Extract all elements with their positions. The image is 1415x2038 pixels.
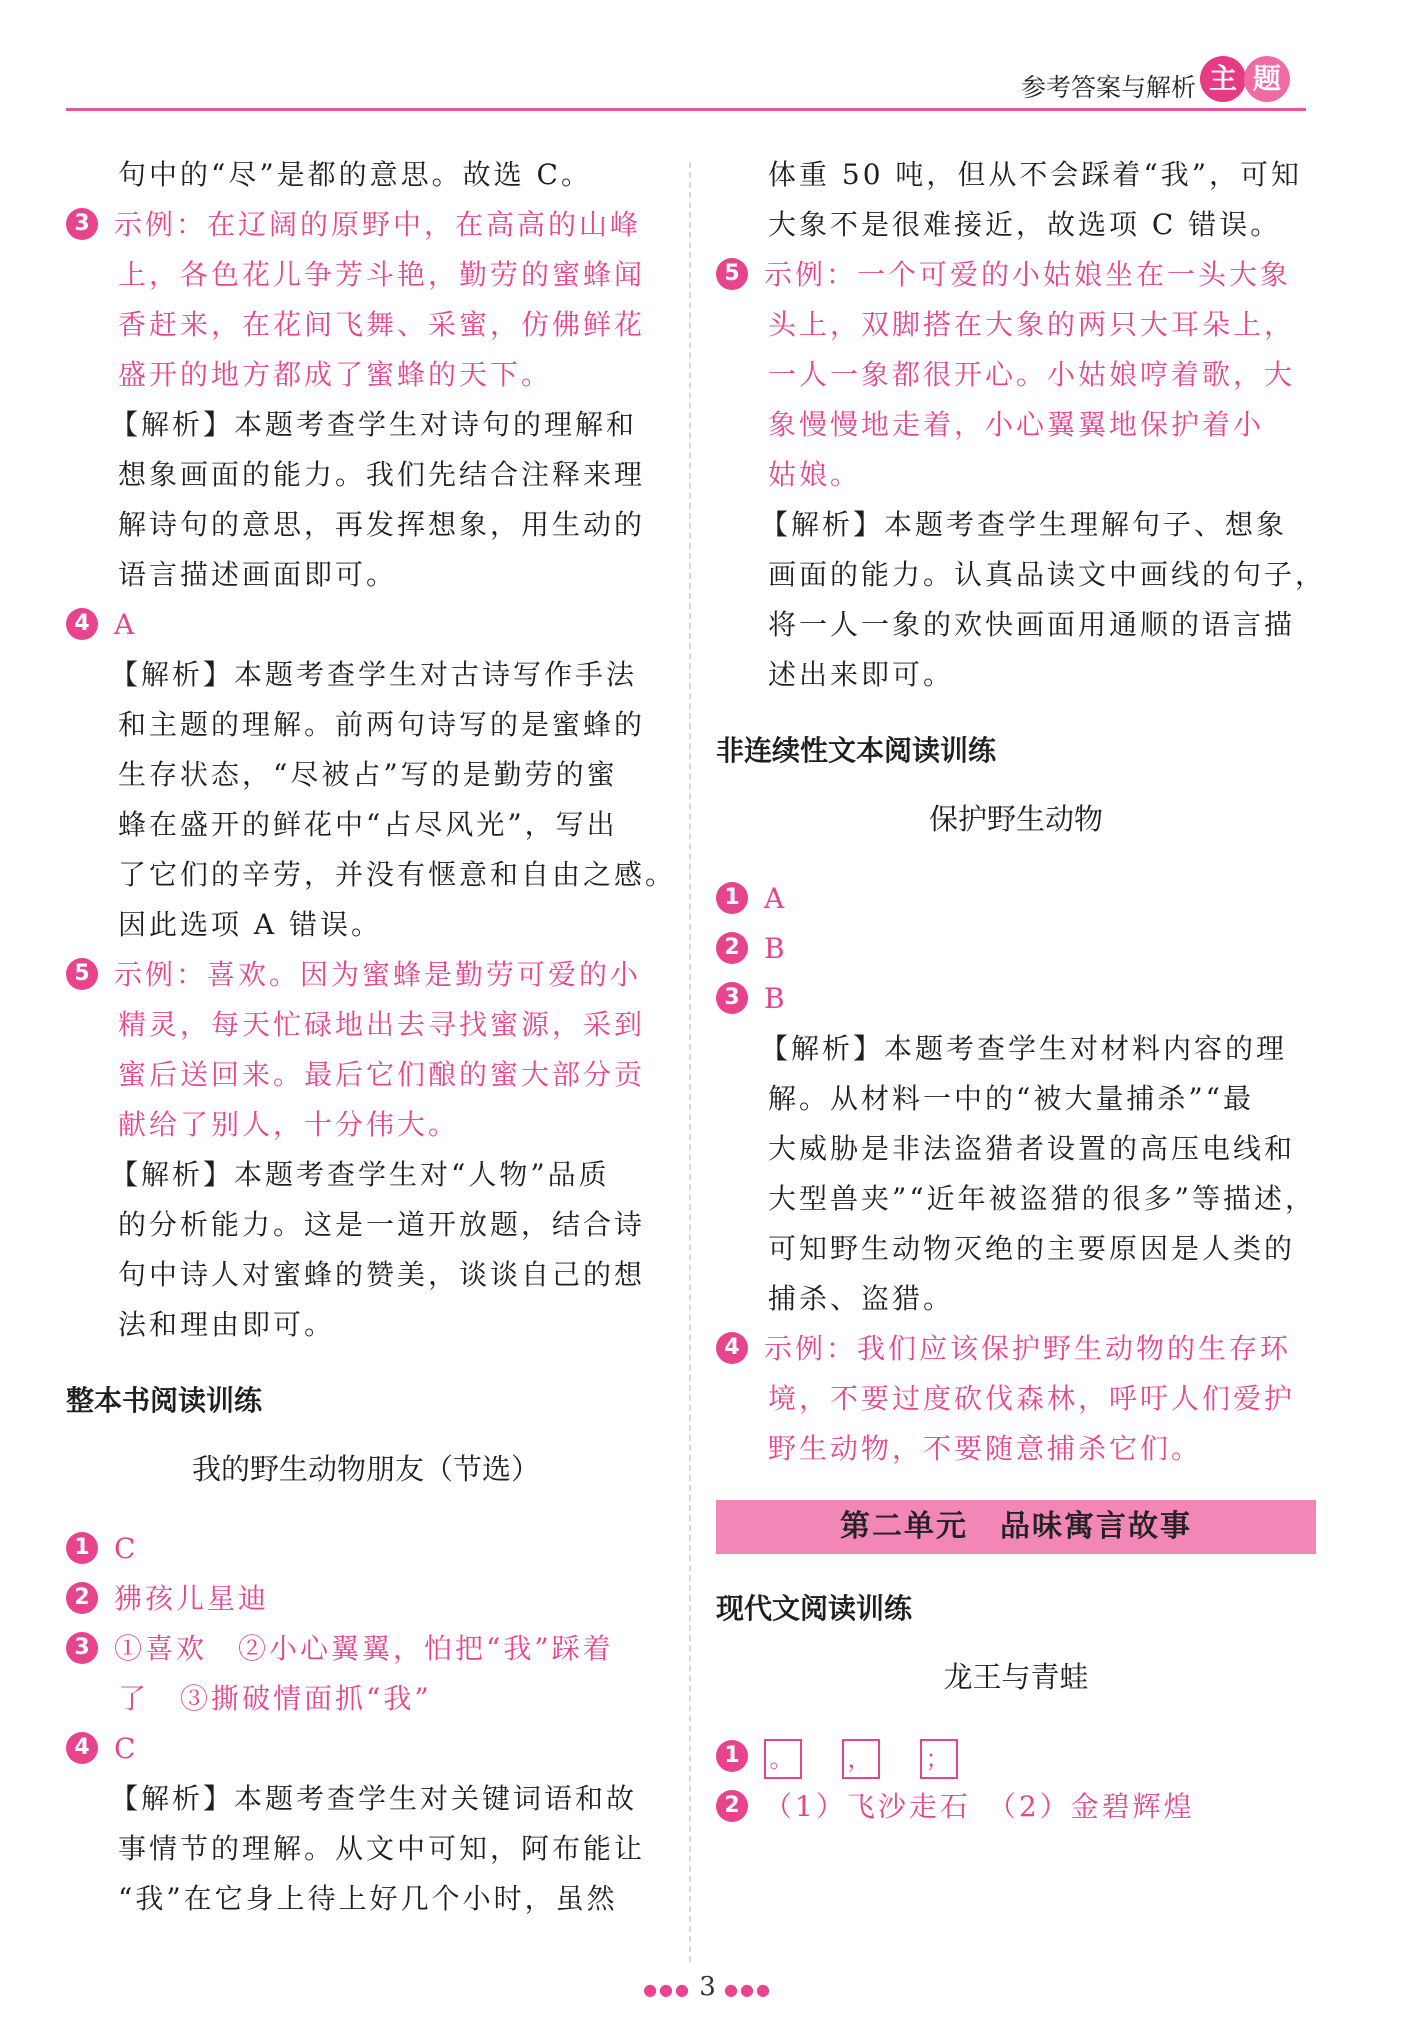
analysis-line: 的分析能力。这是一道开放题，结合诗 [118,1208,646,1241]
analysis-line: 法和理由即可。 [118,1308,336,1341]
answer-item: 4 A [66,600,666,650]
question-number-badge: 2 [66,1582,98,1614]
analysis-line: 大威胁是非法盗猎者设置的高压电线和 [768,1132,1296,1165]
answer-item: 4 C [66,1724,666,1774]
paragraph: 大象不是很难接近，故选项 C 错误。 [768,208,1282,241]
topic-badge-ti: 题 [1244,56,1290,102]
dots-icon: ●●● [643,1980,691,1999]
analysis-line: 想象画面的能力。我们先结合注释来理 [118,458,646,491]
answer-item: 5 示例：一个可爱的小姑娘坐在一头大象 [716,250,1316,300]
answer-line: 头上，双脚搭在大象的两只大耳朵上， [768,308,1296,341]
answer-item: 5 示例：喜欢。因为蜜蜂是勤劳可爱的小 [66,950,666,1000]
analysis-line: 【解析】本题考查学生理解句子、想象 [760,508,1288,541]
question-number-badge: 1 [66,1532,98,1564]
page-number: 3 [699,1972,716,2002]
answer-item: 3 ①喜欢 ②小心翼翼，怕把“我”踩着 [66,1624,666,1674]
left-column [66,150,677,1924]
analysis-line: 语言描述画面即可。 [118,558,398,591]
header-rule [66,108,1306,111]
section-heading: 现代文阅读训练 [716,1592,913,1625]
analysis-line: 述出来即可。 [768,658,955,691]
answer-item: 1 C [66,1524,666,1574]
topic-badge-zhu: 主 [1200,56,1246,102]
answer-item: 3 B [716,974,1316,1024]
answer-line: 野生动物，不要随意捕杀它们。 [768,1432,1203,1465]
analysis-line: 可知野生动物灭绝的主要原因是人类的 [768,1232,1296,1265]
question-number-badge: 1 [716,882,748,914]
answer-item: 4 示例：我们应该保护野生动物的生存环 [716,1324,1316,1374]
analysis-line: “我”在它身上待上好几个小时，虽然 [118,1882,618,1915]
right-column [716,150,1327,1832]
analysis-line: 生存状态，“尽被占”写的是勤劳的蜜 [118,758,618,791]
answer-item: 3 示例：在辽阔的原野中，在高高的山峰 [66,200,666,250]
question-number-badge: 2 [716,1790,748,1822]
header-title: 参考答案与解析 [1020,73,1196,102]
analysis-line: 【解析】本题考查学生对诗句的理解和 [110,408,638,441]
analysis-line: 解。从材料一中的“被大量捕杀”“最 [768,1082,1254,1115]
question-number-badge: 1 [716,1740,748,1772]
analysis-line: 了它们的辛劳，并没有惬意和自由之感。 [118,858,677,891]
question-number-badge: 2 [716,932,748,964]
page-footer [0,1972,1415,2002]
analysis-line: 【解析】本题考查学生对“人物”品质 [110,1158,610,1191]
analysis-line: 【解析】本题考查学生对材料内容的理 [760,1032,1288,1065]
answer-line: 精灵，每天忙碌地出去寻找蜜源，采到 [118,1008,646,1041]
analysis-line: 画面的能力。认真品读文中画线的句子， [768,558,1327,591]
question-number-badge: 4 [716,1332,748,1364]
analysis-line: 和主题的理解。前两句诗写的是蜜蜂的 [118,708,646,741]
analysis-line: 句中诗人对蜜蜂的赞美，谈谈自己的想 [118,1258,646,1291]
question-number-badge: 3 [66,208,98,240]
analysis-line: 大型兽夹”“近年被盗猎的很多”等描述， [768,1182,1316,1215]
analysis-line: 解诗句的意思，再发挥想象，用生动的 [118,508,646,541]
page-header [66,52,1306,112]
analysis-line: 蜂在盛开的鲜花中“占尽风光”，写出 [118,808,618,841]
question-number-badge: 4 [66,1732,98,1764]
unit-banner: 第二单元 品味寓言故事 [716,1500,1316,1554]
section-heading: 非连续性文本阅读训练 [716,734,997,767]
analysis-line: 【解析】本题考查学生对关键词语和故 [110,1782,638,1815]
answer-line: 上，各色花儿争芳斗艳，勤劳的蜜蜂闻 [118,258,646,291]
answer-line: 象慢慢地走着，小心翼翼地保护着小 [768,408,1265,441]
analysis-line: 将一人一象的欢快画面用通顺的语言描 [768,608,1296,641]
answer-line: 香赶来，在花间飞舞、采蜜，仿佛鲜花 [118,308,646,341]
answer-line: 盛开的地方都成了蜜蜂的天下。 [118,358,553,391]
paragraph: 体重 50 吨，但从不会踩着“我”，可知 [768,158,1303,191]
answer-line: 了 ③撕破情面抓“我” [118,1682,432,1715]
answer-line: 蜜后送回来。最后它们酿的蜜大部分贡 [118,1058,646,1091]
question-number-badge: 3 [66,1632,98,1664]
question-number-badge: 4 [66,608,98,640]
analysis-line: 事情节的理解。从文中可知，阿布能让 [118,1832,646,1865]
analysis-line: 捕杀、盗猎。 [768,1282,955,1315]
question-number-badge: 5 [716,258,748,290]
answer-line: 姑娘。 [768,458,862,491]
question-number-badge: 5 [66,958,98,990]
answer-item: 2 狒孩儿星迪 [66,1574,666,1624]
answer-line: 境，不要过度砍伐森林，呼吁人们爱护 [768,1382,1296,1415]
answer-item: 1 A [716,874,1316,924]
section-heading: 整本书阅读训练 [66,1384,263,1417]
column-divider [689,162,691,1962]
analysis-line: 【解析】本题考查学生对古诗写作手法 [110,658,638,691]
punctuation-box: ， [842,1739,880,1779]
answer-item: 2 B [716,924,1316,974]
punctuation-box: ； [920,1739,958,1779]
dots-icon: ●●● [724,1980,772,1999]
reading-title: 龙王与青蛙 [943,1660,1089,1694]
analysis-line: 因此选项 A 错误。 [118,908,383,941]
answer-item [716,1732,1316,1782]
paragraph: 句中的“尽”是都的意思。故选 C。 [118,158,592,191]
answer-item: 2 （1）飞沙走石 （2）金碧辉煌 [716,1782,1316,1832]
answer-line: 一人一象都很开心。小姑娘哼着歌，大 [768,358,1296,391]
question-number-badge: 3 [716,982,748,1014]
answer-line: 献给了别人，十分伟大。 [118,1108,460,1141]
reading-title: 保护野生动物 [928,802,1103,836]
punctuation-box: 。 [764,1739,802,1779]
reading-title: 我的野生动物朋友（节选） [191,1452,540,1486]
